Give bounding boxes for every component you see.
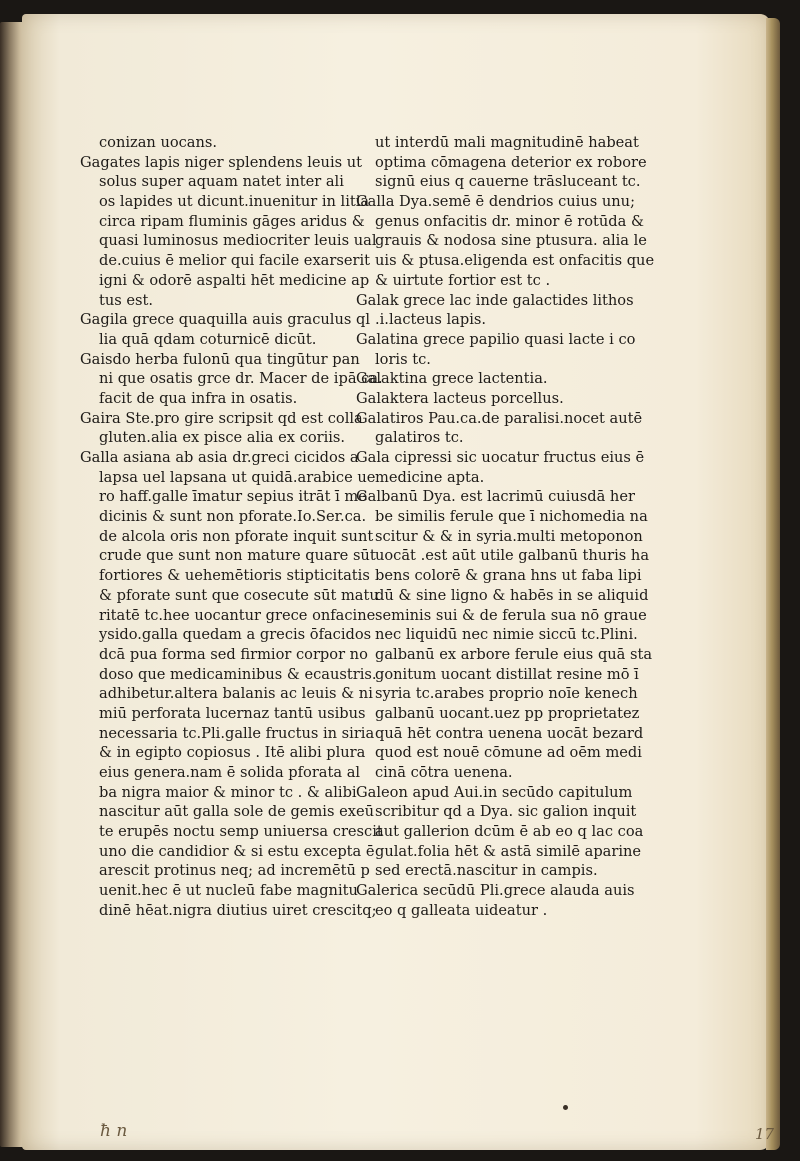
text-line: circa ripam fluminis gāges aridus & [99,212,365,230]
entry-start-line: Gaisdo herba fulonū qua tingūtur pan [80,350,360,368]
entry-start-line: Gagates lapis niger splendens leuis ut [80,153,362,171]
text-line: crude que sunt non mature quare sūt [99,547,376,565]
text-line: genus onfacitis dr. minor ē rotūda & [375,212,644,230]
text-line: dū & sine ligno & habēs in se aliquid [375,586,649,604]
text-line: dicinis & sunt non pforate.Io.Ser.ca. [99,508,367,526]
text-line: & pforate sunt que cosecute sūt matu [99,586,379,604]
text-line: nascitur aūt galla sole de gemis exeū [99,803,374,821]
text-line: scribitur qd a Dya. sic galion inquit [375,803,637,821]
text-line: lia quā qdam coturnicē dicūt. [99,330,317,348]
text-line: fortiores & uehemētioris stipticitatis [99,567,370,585]
text-line: quā hēt contra uenena uocāt bezard [375,724,644,742]
text-line: cinā cōtra uenena. [375,764,513,781]
entry-start-line: Galeon apud Aui.in secūdo capitulum [356,783,633,801]
text-line: ba nigra maior & minor tc . & alibi [99,783,357,801]
text-line: gluten.alia ex pisce alia ex coriis. [99,429,346,447]
folio-number: 17 [755,1125,775,1143]
text-line: quasi luminosus mediocriter leuis ual [99,232,377,250]
text-line: galbanū ex arbore ferule eius quā sta [375,645,653,663]
text-line: ritatē tc.hee uocantur grece onfacine [99,606,376,624]
entry-start-line: Galak grece lac inde galactides lithos [356,291,634,309]
text-line: galatiros tc. [375,429,464,447]
text-line: scitur & & in syria.multi metoponon [375,527,643,545]
entry-start-line: Gagila grece quaquilla auis graculus ql [80,311,370,329]
text-line: grauis & nodosa sine ptusura. alia le [375,232,647,250]
text-line: miū perforata lucernaz tantū usibus [99,704,366,722]
text-line: facit de qua infra in osatis. [99,389,298,407]
text-line: & in egipto copiosus . Itē alibi plura [99,744,366,762]
text-line: syria tc.arabes proprio noīe kenech [375,685,638,703]
text-line: be similis ferule que ī nichomedia na [375,508,648,526]
text-line: doso que medicaminibus & ecaustris. [99,665,377,683]
entry-start-line: Galla Dya.semē ē dendrios cuius unu; [356,193,635,211]
entry-start-line: Galaktina grece lactentia. [356,370,548,388]
text-line: optima cōmagena deterior ex robore [375,153,647,171]
text-line: ni que osatis grce dr. Macer de ipā ca. [99,370,383,388]
entry-start-line: Galatina grece papilio quasi lacte i co [356,330,636,348]
text-line: uenit.hec ē ut nucleū fabe magnitu [99,882,358,900]
text-line: seminis sui & de ferula sua nō graue [375,606,647,624]
text-line: signū eius q cauerne trāsluceant tc. [375,173,641,191]
text-line: uocāt .est aūt utile galbanū thuris ha [375,547,650,565]
text-line: de alcola oris non pforate inquit sunt [99,527,374,545]
text-line: uis & ptusa.eligenda est onfacitis que [375,252,655,270]
text-line: ut interdū mali magnitudinē habeat [375,134,639,151]
right-page-edges [766,18,780,1150]
text-line: dinē hēat.nigra diutius uiret crescitq; [99,901,377,919]
text-line: quod est nouē cōmune ad oēm medi [375,744,642,762]
text-line: ysido.galla quedam a grecis ōfacidos [99,626,372,644]
text-line: galbanū uocant.uez pp proprietatez [375,704,640,722]
text-line: lapsa uel lapsana ut quidā.arabice ue [99,468,376,486]
text-line: arescit protinus neq; ad incremētū p [99,862,370,880]
text-line: necessaria tc.Pli.galle fructus in siria [99,724,375,742]
entry-start-line: Gaira Ste.pro gire scripsit qd est colla [80,409,363,427]
text-line: aut gallerion dcūm ē ab eo q lac coa [375,823,644,841]
text-line: .i.lacteus lapis. [375,311,487,329]
text-line: te erupēs noctu semp uniuersa crescit [99,823,383,841]
text-line: adhibetur.altera balanis ac leuis & ni [99,685,373,703]
entry-start-line: Galaktera lacteus porcellus. [356,389,564,407]
text-line: eo q galleata uideatur . [375,901,548,919]
text-line: conizan uocans. [99,134,218,151]
text-line: uno die candidior & si estu excepta ē [99,842,375,860]
entry-start-line: Galerica secūdū Pli.grece alauda auis [356,882,635,900]
entry-start-line: Galla asiana ab asia dr.greci cicidos a [80,449,359,466]
text-line: de.cuius ē melior qui facile exarserit [99,252,370,270]
text-line: igni & odorē aspalti hēt medicine ap [99,271,370,289]
text-line: loris tc. [375,350,431,368]
entry-start-line: Galbanū Dya. est lacrimū cuiusdā her [356,488,635,506]
entry-start-line: Galatiros Pau.ca.de paralisi.nocet autē [356,409,643,427]
text-line: medicine apta. [375,468,485,486]
text-line: os lapides ut dicunt.inuenitur in litia [99,193,370,211]
text-line: eius genera.nam ē solida pforata al [99,764,361,781]
right-text-column [356,133,655,921]
text-line: gonitum uocant distillat resine mō ī [375,665,639,683]
text-line: & uirtute fortior est tc . [375,271,551,289]
text-line: tus est. [99,291,154,309]
text-line: nec liquidū nec nimie siccū tc.Plini. [375,626,638,644]
left-text-column [80,133,383,921]
marginal-note-left: ħ n [100,1121,128,1141]
text-line: sed erectā.nascitur in campis. [375,862,598,880]
text-line: bens colorē & grana hns ut faba lipi [375,567,642,585]
entry-start-line: Gala cipressi sic uocatur fructus eius ē [356,449,645,466]
text-line: solus super aquam natet inter ali [99,173,344,191]
text-line: dcā pua forma sed firmior corpor no [99,645,368,663]
text-line: gulat.folia hēt & astā similē aparine [375,842,642,860]
text-line: ro haff.galle īmatur sepius itrāt ī me [99,488,367,506]
ink-dot [563,1105,568,1110]
